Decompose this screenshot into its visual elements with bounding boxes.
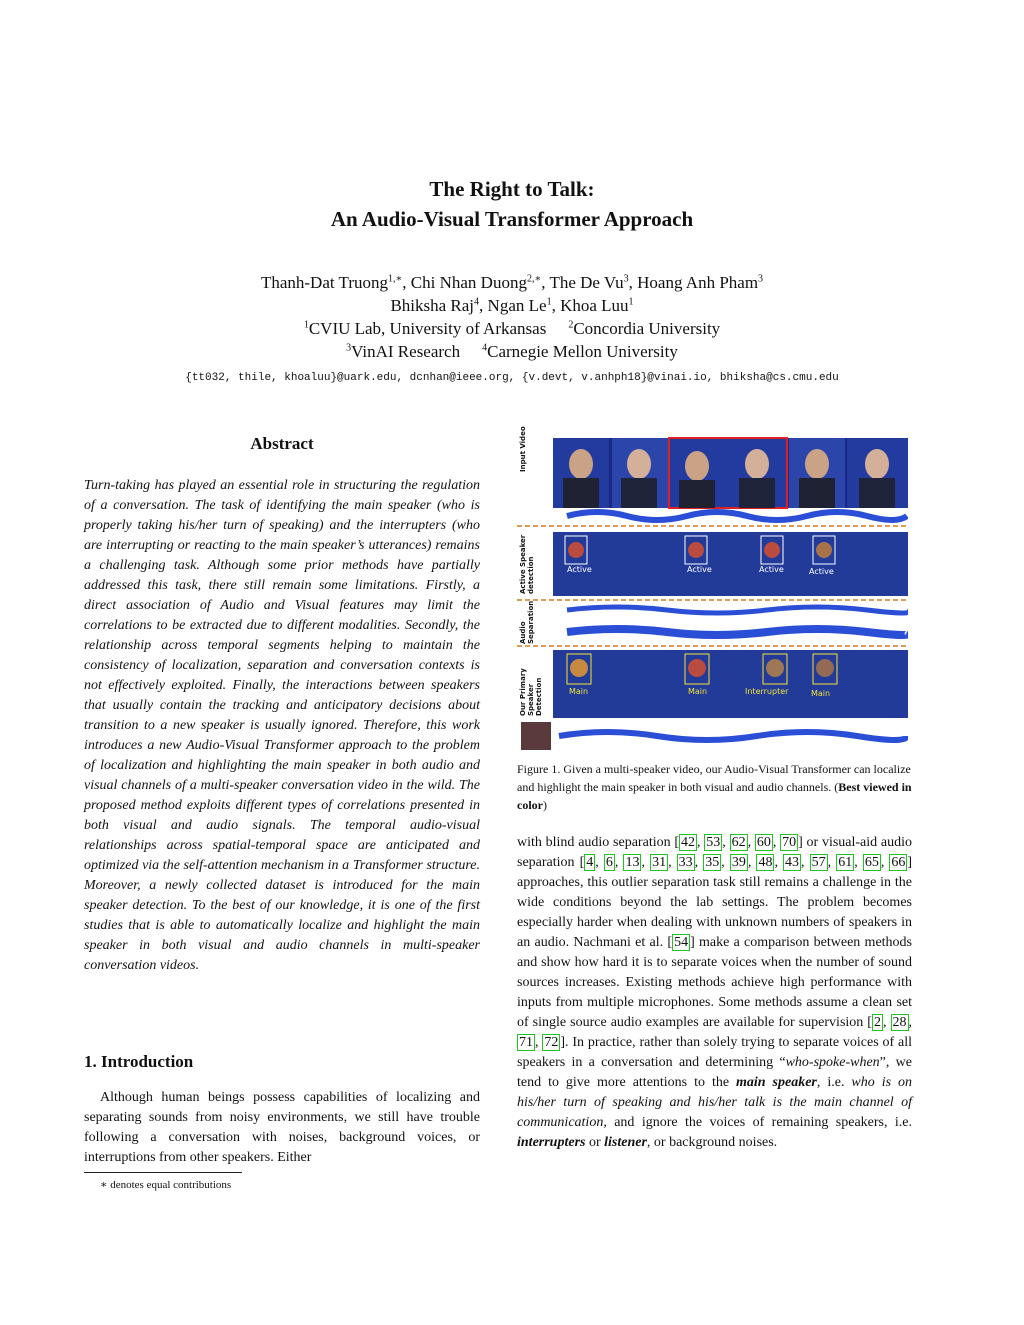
author-name: , Khoa Luu xyxy=(551,296,629,315)
abstract-text: Turn-taking has played an essential role in structuring the regulation of a conversation. The task of identifying the main speaker (who is properly taking his/her turn of speaking) and the interrupters (who are interrupting or reacting to the main speaker’s utterances) remains a challenging task. Although some prior methods have partially addressed this task, there still remain some limitations. Firstly, a direct association of Audio and Visual features may limit the correlations to be extracted due to different modalities. Secondly, the relationship across temporal segments helping to maintain the consistency of localization, separation and conversation contexts is not effectively exploited. Finally, the interactions between speakers that usually contain the tracking and anticipatory decisions about transition to a new speaker is usually ignored. Therefore, this work introduces a new Audio-Visual Transformer approach to the problem of localization and highlighting the main speaker in both audio and visual channels of a multi-speaker conversation video in the wild. The proposed method exploits different types of correlations presented in both visual and audio signals. The temporal audio-visual relationships across spatial-temporal space are anticipated and optimized via the self-attention mechanism in a Transformer structure. Moreover, a newly collected dataset is introduced for the main speaker detection. To the best of our knowledge, it is one of the first studies that is able to automatically localize and highlight the main speaker in both visual and audio channels in multi-speaker conversation videos. xyxy=(84,478,480,973)
figure-caption xyxy=(517,760,912,814)
author-name: Thanh-Dat Truong xyxy=(260,273,388,292)
body-text: , and ignore the voices of remaining speakers, i.e. xyxy=(603,1115,912,1130)
active-label: Active xyxy=(759,565,784,574)
separation-waveform-2 xyxy=(567,629,908,635)
citation-link[interactable]: 31 xyxy=(652,855,667,870)
citation-link[interactable]: 57 xyxy=(811,855,826,870)
row-label-input-video: Input Video xyxy=(519,426,527,472)
intro-heading: 1. Introduction xyxy=(84,1052,194,1071)
row-label-primary-speaker: Our Primary Speaker Detection xyxy=(519,668,543,716)
author-name: , Ngan Le xyxy=(479,296,547,315)
primary-label: Main xyxy=(569,687,589,696)
affil-mark: 2 xyxy=(568,319,574,331)
author-name: Bhiksha Raj xyxy=(390,296,475,315)
affil-name: CVIU Lab, University of Arkansas xyxy=(308,319,547,338)
row-label-audio-separation: Audio Separation xyxy=(519,600,535,644)
citation-link[interactable]: 42 xyxy=(681,835,696,850)
affil-name: Carnegie Mellon University xyxy=(487,342,678,361)
author-affil-mark: 3 xyxy=(758,273,764,285)
citation-link[interactable]: 13 xyxy=(625,855,640,870)
body-bold-italic: listener xyxy=(604,1135,647,1150)
paper-title-line-1: The Right to Talk: xyxy=(429,177,595,201)
active-label: Active xyxy=(809,567,834,576)
affil-name: VinAI Research xyxy=(351,342,461,361)
primary-label: Main xyxy=(811,689,831,698)
authors-line-1 xyxy=(0,271,1024,294)
author-affil-mark: 2,∗ xyxy=(526,273,542,285)
footnote: ∗ denotes equal contributions xyxy=(100,1179,232,1191)
citation-link[interactable]: 62 xyxy=(731,835,746,850)
citation-link[interactable]: 53 xyxy=(706,835,721,850)
body-italic: who-spoke-when xyxy=(785,1055,880,1070)
author-name: , Chi Nhan Duong xyxy=(402,273,527,292)
body-text: , i.e. xyxy=(816,1075,852,1090)
body-text: with blind audio separation [ xyxy=(517,835,680,850)
primary-label: Main xyxy=(688,687,708,696)
author-affil-mark: 1 xyxy=(628,296,634,308)
caption-bold: Best viewed in color xyxy=(517,780,912,812)
body-bold-italic: interrupters xyxy=(517,1135,586,1150)
author-name: , The De Vu xyxy=(541,273,624,292)
active-speaker-row xyxy=(553,532,908,596)
citation-link[interactable]: 48 xyxy=(758,855,773,870)
body-bold-italic: main speaker xyxy=(736,1075,817,1090)
speaker-thumbnail xyxy=(521,722,551,750)
input-waveform xyxy=(567,512,907,520)
citation-link[interactable]: 4 xyxy=(586,855,594,870)
citation-link[interactable]: 6 xyxy=(605,855,613,870)
body-text: ] make a comparison between methods and show how hard it is to separate voices when the number of sound sources increases. Existing methods achieve high performance with inputs from multiple microphones. Some methods assume a clean set of single source audio examples are available for supervision [ xyxy=(517,935,913,1030)
citation-link[interactable]: 33 xyxy=(678,855,693,870)
author-affil-mark: 4 xyxy=(474,296,480,308)
author-name: , Hoang Anh Pham xyxy=(628,273,759,292)
citation-link[interactable]: 70 xyxy=(782,835,797,850)
primary-label: Interrupter xyxy=(745,687,789,696)
author-affil-mark: 3 xyxy=(623,273,629,285)
citation-link[interactable]: 61 xyxy=(838,855,853,870)
body-text: , or background noises. xyxy=(646,1135,778,1150)
active-label: Active xyxy=(567,565,592,574)
primary-speaker-row xyxy=(553,650,908,718)
body-text: ”, we tend to give more attentions to the xyxy=(517,1055,912,1090)
citation-link[interactable]: 72 xyxy=(544,1035,559,1050)
affil-mark: 4 xyxy=(482,342,488,354)
citation-link[interactable]: 60 xyxy=(756,835,771,850)
body-italic: who is on his/her turn of speaking and his/her talk is the main channel of communication xyxy=(517,1075,913,1130)
separation-waveform-1 xyxy=(567,607,908,613)
citation-link[interactable]: 66 xyxy=(891,855,906,870)
citation-link[interactable]: 39 xyxy=(731,855,746,870)
authors-line-2 xyxy=(0,294,1024,317)
intro-paragraph: Although human beings possess capabilities of localizing and separating sounds from noisy environments, we still have trouble following a conversation with noises, background voices, or interruptions from other speakers. Either xyxy=(84,1090,480,1165)
figure-1 xyxy=(517,426,908,754)
author-emails: {tt032, thile, khoaluu}@uark.edu, dcnhan@ieee.org, {v.devt, v.anhph18}@vinai.io, bhiksha@cs.cmu.edu xyxy=(185,372,839,384)
citation-link[interactable]: 54 xyxy=(674,935,689,950)
citation-link[interactable]: 2 xyxy=(873,1015,881,1030)
citation-link[interactable]: 28 xyxy=(892,1015,907,1030)
intro-text xyxy=(84,1088,480,1168)
caption-prefix: Figure 1. Given a multi-speaker video, our Audio-Visual Transformer can localize and highlight the main speaker in both visual and audio channels. ( xyxy=(517,762,911,794)
paper-title-line-2: An Audio-Visual Transformer Approach xyxy=(330,207,694,231)
caption-suffix: ) xyxy=(543,798,547,812)
affil-mark: 1 xyxy=(303,319,309,331)
citation-link[interactable]: 71 xyxy=(519,1035,533,1050)
footnote-rule xyxy=(84,1172,242,1173)
body-text: or xyxy=(585,1135,605,1150)
affiliations-line-2 xyxy=(0,340,1024,363)
author-affil-mark: 1,∗ xyxy=(387,273,403,285)
input-video-row xyxy=(553,438,908,508)
author-affil-mark: 1 xyxy=(546,296,552,308)
abstract-heading: Abstract xyxy=(250,434,314,453)
body-text: ] approaches, this outlier separation task still remains a challenge in the wide conditions beyond the lab settings. The problem becomes especially harder when dealing with unknown numbers of speakers in an audio. Nachmani et al. [ xyxy=(517,855,913,950)
active-label: Active xyxy=(687,565,712,574)
affil-name: Concordia University xyxy=(573,319,721,338)
body-text: ] or visual-aid audio separation [ xyxy=(517,835,913,870)
row-label-active-speaker: Active Speaker detection xyxy=(519,534,535,594)
main-speaker-waveform xyxy=(559,732,907,740)
affil-mark: 3 xyxy=(346,342,352,354)
citation-link[interactable]: 43 xyxy=(785,855,800,870)
citation-link[interactable]: 65 xyxy=(864,855,879,870)
affiliations-line-1 xyxy=(0,317,1024,340)
right-column-body: with blind audio separation [ 42 , 53 , 62 , 60 , 70 ] or visual-aid audio separation [ 4 , 6 , 13 , 31 , 33 , 35 , 39 , 48 , 43 , 57 , 61 , 65 , 66 ] approaches, this outlier separation task still remains a challenge in the wide conditions beyond the lab settings. The problem becomes especially harder when dealing with unknown numbers of speakers in an audio. Nachmani et al. [ 54 ] make a comparison between methods and show how hard it is to separate voices when the number of sound sources increases. Existing methods achieve high performance with inputs from multiple microphones. Some methods assume a clean set of single source audio examples are available for supervision [ 2 , 28 , 71 , 72 ]. In practice, rather than solely trying to separate voices of all speakers in a conversation and determining “who-spoke-when”, we tend to give more attentions to the main speaker, i.e. who is on his/her turn of speaking and his/her talk is the main channel of communication, and ignore the voices of remaining speakers, i.e. interrupters or listener, or background noises. xyxy=(517,835,913,1150)
figure-1-graphic xyxy=(517,426,908,754)
citation-link[interactable]: 35 xyxy=(705,855,720,870)
body-text: ]. In practice, rather than solely trying to separate voices of all speakers in a conversation and determining “ xyxy=(517,1035,912,1070)
